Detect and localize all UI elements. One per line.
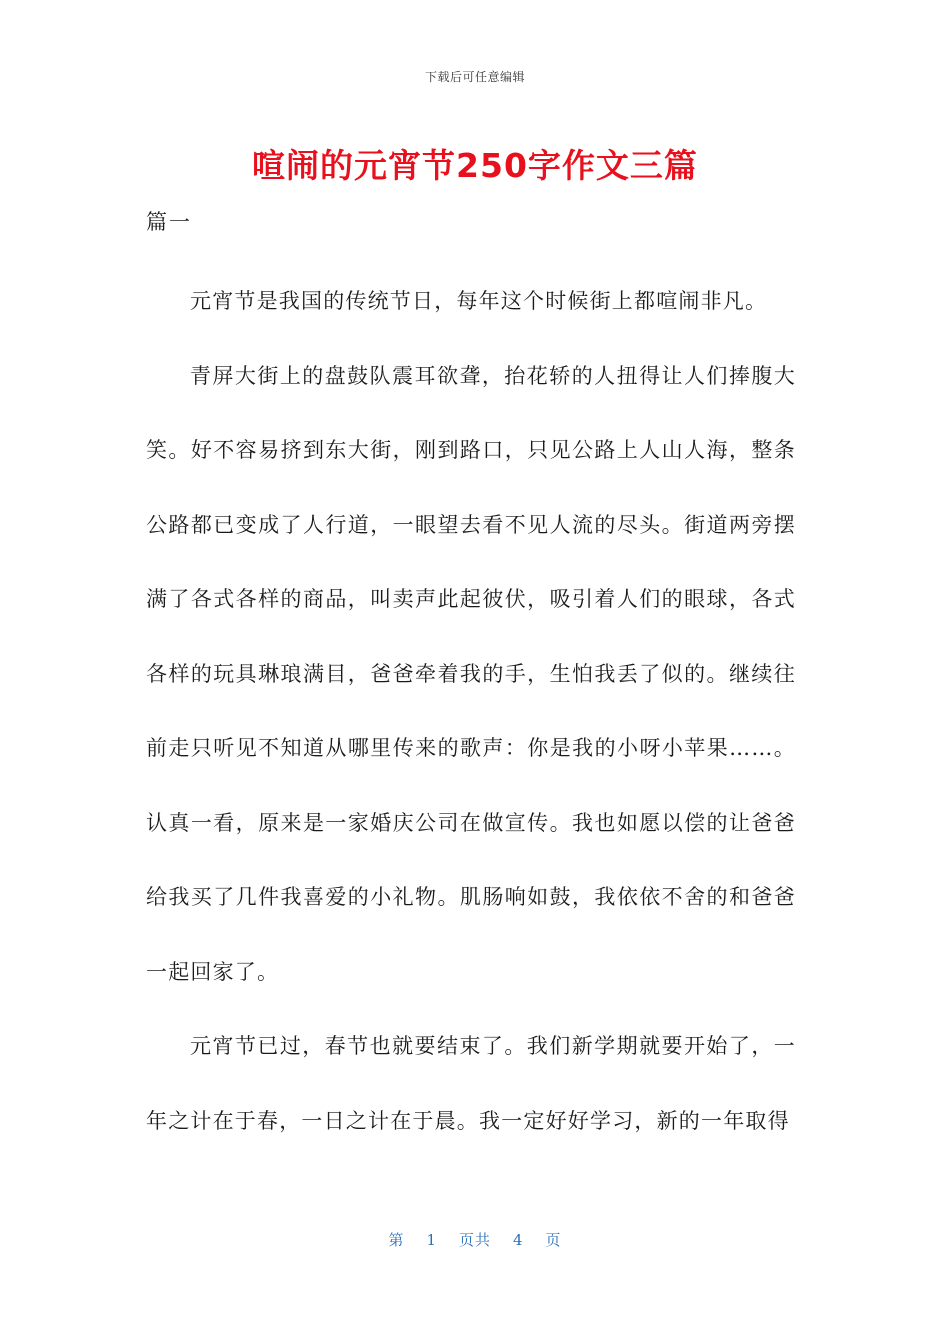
page-footer	[0, 1229, 950, 1250]
total-pages-number: 4	[513, 1231, 524, 1249]
footer-middle: 页共	[458, 1231, 491, 1249]
header-note: 下载后可任意编辑	[424, 70, 525, 84]
footer-suffix: 页	[545, 1231, 562, 1249]
current-page-number: 1	[426, 1231, 437, 1249]
body-text	[146, 264, 796, 1158]
footer-prefix: 第	[388, 1231, 405, 1249]
document-title: 喧闹的元宵节250字作文三篇	[252, 146, 698, 185]
section-label: 篇一	[146, 210, 192, 234]
paragraph: 元宵节是我国的传统节日，每年这个时候街上都喧闹非凡。	[190, 289, 768, 313]
paragraph: 青屏大街上的盘鼓队震耳欲聋，抬花轿的人扭得让人们捧腹大笑。好不容易挤到东大街，刚到路口，只见公路上人山人海，整条公路都已变成了人行道，一眼望去看不见人流的尽头。街道两旁摆满了各式各样的商品，叫卖声此起彼伏，吸引着人们的眼球，各式各样的玩具琳琅满目，爸爸牵着我的手，生怕我丢了似的。继续往前走只听见不知道从哪里传来的歌声：你是我的小呀小苹果……。认真一看，原来是一家婚庆公司在做宣传。我也如愿以偿的让爸爸给我买了几件我喜爱的小礼物。肌肠响如鼓，我依依不舍的和爸爸一起回家了。	[146, 363, 796, 984]
paragraph: 元宵节已过，春节也就要结束了。我们新学期就要开始了，一年之计在于春，一日之计在于晨。我一定好好学习，新的一年取得	[146, 1034, 796, 1133]
